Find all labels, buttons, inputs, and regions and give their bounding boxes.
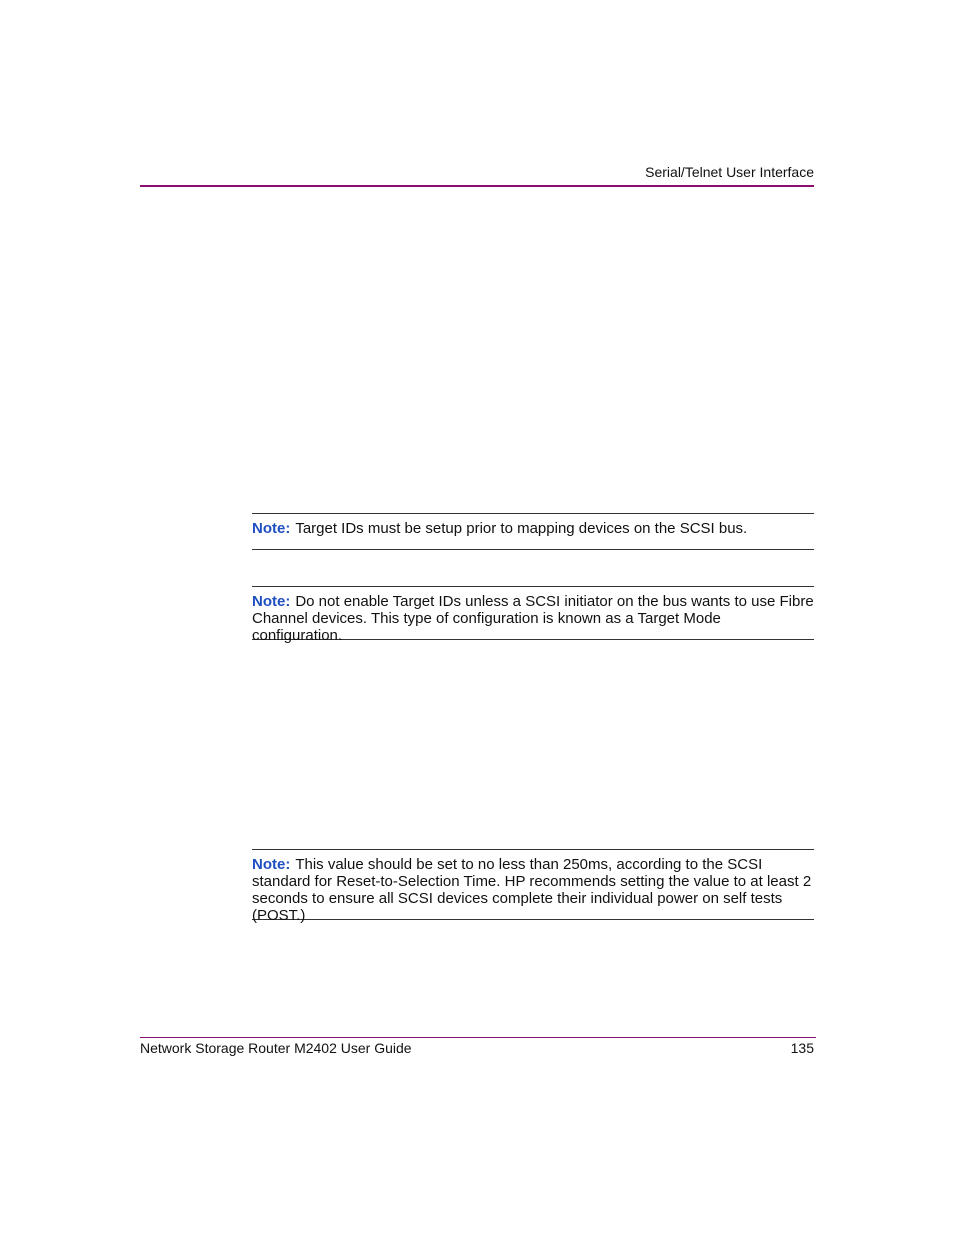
running-header: Serial/Telnet User Interface [645,164,814,180]
note-label: Note: [252,856,291,873]
page-number: 135 [790,1040,814,1056]
header-rule [140,185,814,187]
note-box-reset-selection-time [252,849,814,924]
note-text: This value should be set to no less than 250ms, according to the SCSI standard for Reset-to-Selection Time. HP recommends setting the value to at least 2 seconds to ensure all SCSI devices complete their individual power on self tests (POST.) [252,856,812,924]
note-box-target-mode [252,586,814,644]
note-label: Note: [252,593,291,610]
note-text: Target IDs must be setup prior to mapping devices on the SCSI bus. [295,520,748,537]
note-text: Do not enable Target IDs unless a SCSI initiator on the bus wants to use Fibre Channel devices. This type of configuration is known as a Target Mode configuration. [252,593,814,644]
note-box-target-ids-setup [252,513,814,550]
footer-document-title: Network Storage Router M2402 User Guide [140,1040,412,1056]
footer-rule [140,1037,816,1038]
note-label: Note: [252,520,291,537]
